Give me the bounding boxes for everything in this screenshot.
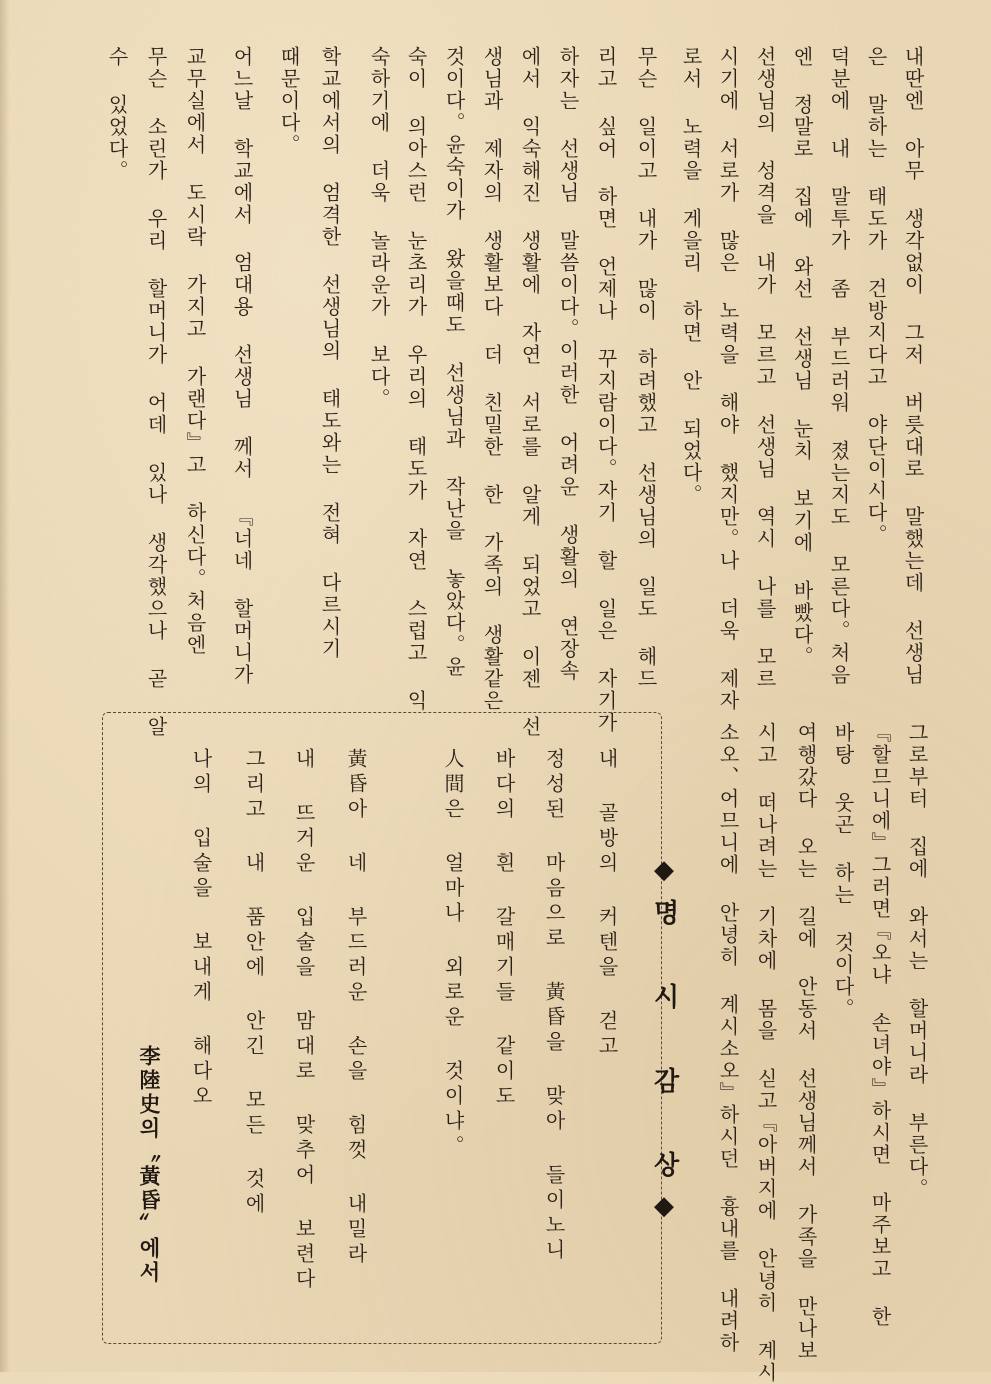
article-column: 무슨 소린가 우리 할머니가 어데 있나 생각했으나 곧 알 [144, 46, 168, 738]
poem-line: 내 뜨거운 입술을 맘대로 맞추어 보련다 [292, 748, 316, 1293]
poem-attribution: 李陸史의〝黃昏〟에서 [137, 1045, 161, 1285]
article-column: 것이다。윤숙이가 왔을때도 선생님과 작난을 놓았다。윤 [442, 46, 466, 678]
article-column: 때문이다。 [277, 46, 301, 156]
article-column: 숙하기에 더욱 놀라운가 보다。 [367, 46, 391, 410]
article-column: 어느날 학교에서 엄대용 선생님 께서 『너네 할머니가 [230, 46, 254, 686]
article-column: 시기에 서로가 많은 노력을 해야 했지만。나 더욱 제자 [716, 46, 740, 712]
article-column: 에서 익숙해진 생활에 자연 서로를 알게 되었고 이젠 선 [518, 46, 542, 738]
article-column: 그로부터 집에 와서는 할머니라 부른다。 [905, 722, 929, 1200]
article-column: 덕분에 내 말투가 좀 부드러워 졌는지도 모른다。처음 [827, 46, 851, 686]
article-column: 수 있었다。 [105, 46, 129, 182]
poem-line: 바다의 흰 갈매기들 같이도 [492, 748, 516, 1110]
article-column: 생님과 제자의 생활보다 더 친밀한 한 가족의 생활같은 [480, 46, 504, 712]
article-column: 『할므니에』그러면『오냐 손녀야』하시면 마주보고 한 [868, 722, 892, 1328]
article-column: 소오、어므니에 안녕히 계시소오』하시던 흉내를 내려하 [716, 722, 740, 1354]
article-column: 교무실에서 도시락 가지고 가랜다』고 하신다。처음엔 [183, 46, 207, 656]
article-column: 엔 정말로 집에 와선 선생님 눈치 보기에 바빴다。 [790, 46, 814, 668]
article-column: 선생님의 성격을 내가 모르고 선생님 역시 나를 모르 [753, 46, 777, 690]
poem-line: 정성된 마음으로 黃昏을 맞아 들이노니 [542, 748, 566, 1264]
article-column: 하자는 선생님 말씀이다。이러한 어려운 생활의 연장속 [556, 46, 580, 682]
article-column: 여행갔다 오는 길에 안동서 선생님께서 가족을 만나보 [794, 722, 818, 1362]
article-column: 무슨 일이고 내가 많이 하려했고 선생님의 일도 해드 [634, 46, 658, 690]
article-column: 시고 떠나려는 기차에 몸을 싣고『아버지에 안녕히 계시 [754, 722, 778, 1384]
poem-box [102, 712, 662, 1344]
poem-line: 人間은 얼마나 외로운 것이냐。 [441, 748, 465, 1160]
poem-line: 내 골방의 커텐을 걷고 [595, 748, 619, 1060]
page-fold-shadow [0, 0, 10, 1372]
article-column: 로서 노력을 게을리 하면 안 되었다。 [679, 46, 703, 506]
poem-line: 나의 입술을 보내게 해다오 [189, 748, 213, 1110]
article-column: 내딴엔 아무 생각없이 그저 버릇대로 말했는데 선생님 [901, 46, 925, 686]
article-column: 숙이 의아스런 눈초리가 우리의 태도가 자연 스럽고 익 [404, 46, 428, 712]
article-column: 학교에서의 엄격한 선생님의 태도와는 전혀 다르시기 [318, 46, 342, 660]
article-column: 바탕 웃곤 하는 것이다。 [831, 722, 855, 1020]
poem-section-title: ◆명 시 감 상◆ [649, 855, 679, 1235]
article-column: 은 말하는 태도가 건방지다고 야단이시다。 [864, 46, 888, 546]
poem-line: 黃昏아 네 부드러운 손을 힘껏 내밀라 [344, 748, 368, 1268]
poem-line: 그리고 내 품안에 안긴 모든 것에 [242, 748, 266, 1218]
article-column: 리고 싶어 하면 언제나 꾸지람이다。자기 할 일은 자기가 [594, 46, 618, 734]
